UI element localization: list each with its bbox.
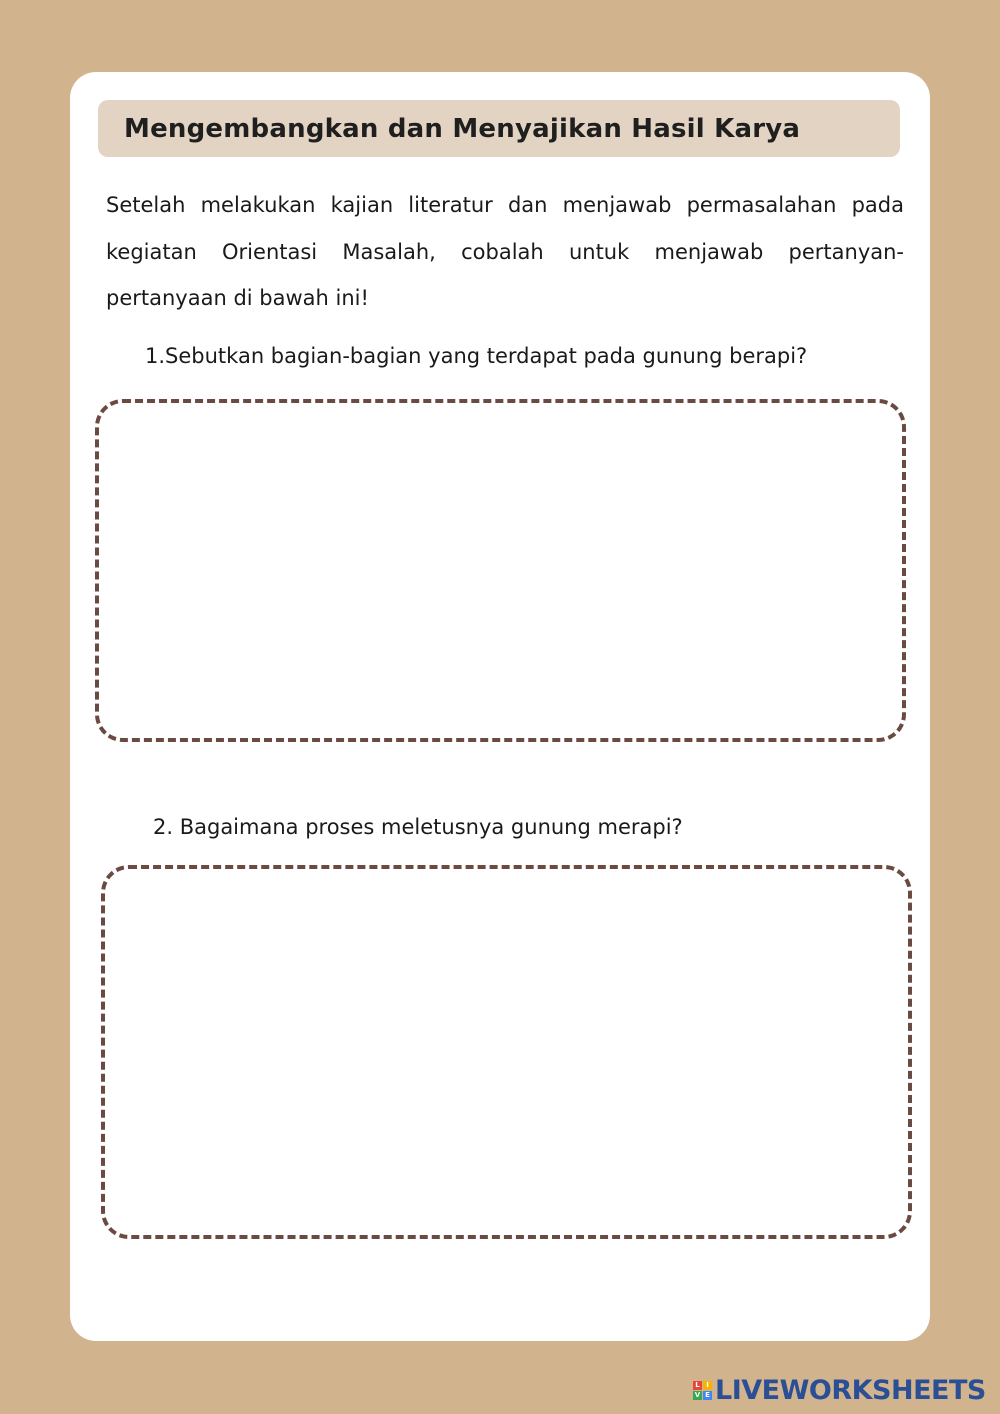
intro-paragraph: Setelah melakukan kajian literatur dan menjawab permasalahan pada kegiatan Orientasi Masalah, cobalah untuk menjawab pertanyan-pertanyaan di bawah ini! bbox=[106, 193, 904, 310]
page-title: Mengembangkan dan Menyajikan Hasil Karya bbox=[124, 113, 801, 144]
liveworksheets-logo bbox=[693, 1374, 986, 1406]
logo-mark-letter: V bbox=[694, 1391, 701, 1399]
answer-box-1[interactable] bbox=[95, 399, 906, 742]
logo-mark-letter: I bbox=[703, 1381, 712, 1390]
logo-text: LIVEWORKSHEETS bbox=[715, 1374, 986, 1406]
answer-box-2[interactable] bbox=[101, 865, 912, 1239]
logo-mark-letter: E bbox=[703, 1391, 712, 1400]
question-1: 1.Sebutkan bagian-bagian yang terdapat pada gunung berapi? bbox=[145, 344, 808, 368]
logo-mark-letter: L bbox=[693, 1381, 702, 1390]
question-2: 2. Bagaimana proses meletusnya gunung merapi? bbox=[153, 815, 683, 839]
logo-mark-icon bbox=[693, 1381, 712, 1400]
title-bar bbox=[98, 100, 900, 157]
